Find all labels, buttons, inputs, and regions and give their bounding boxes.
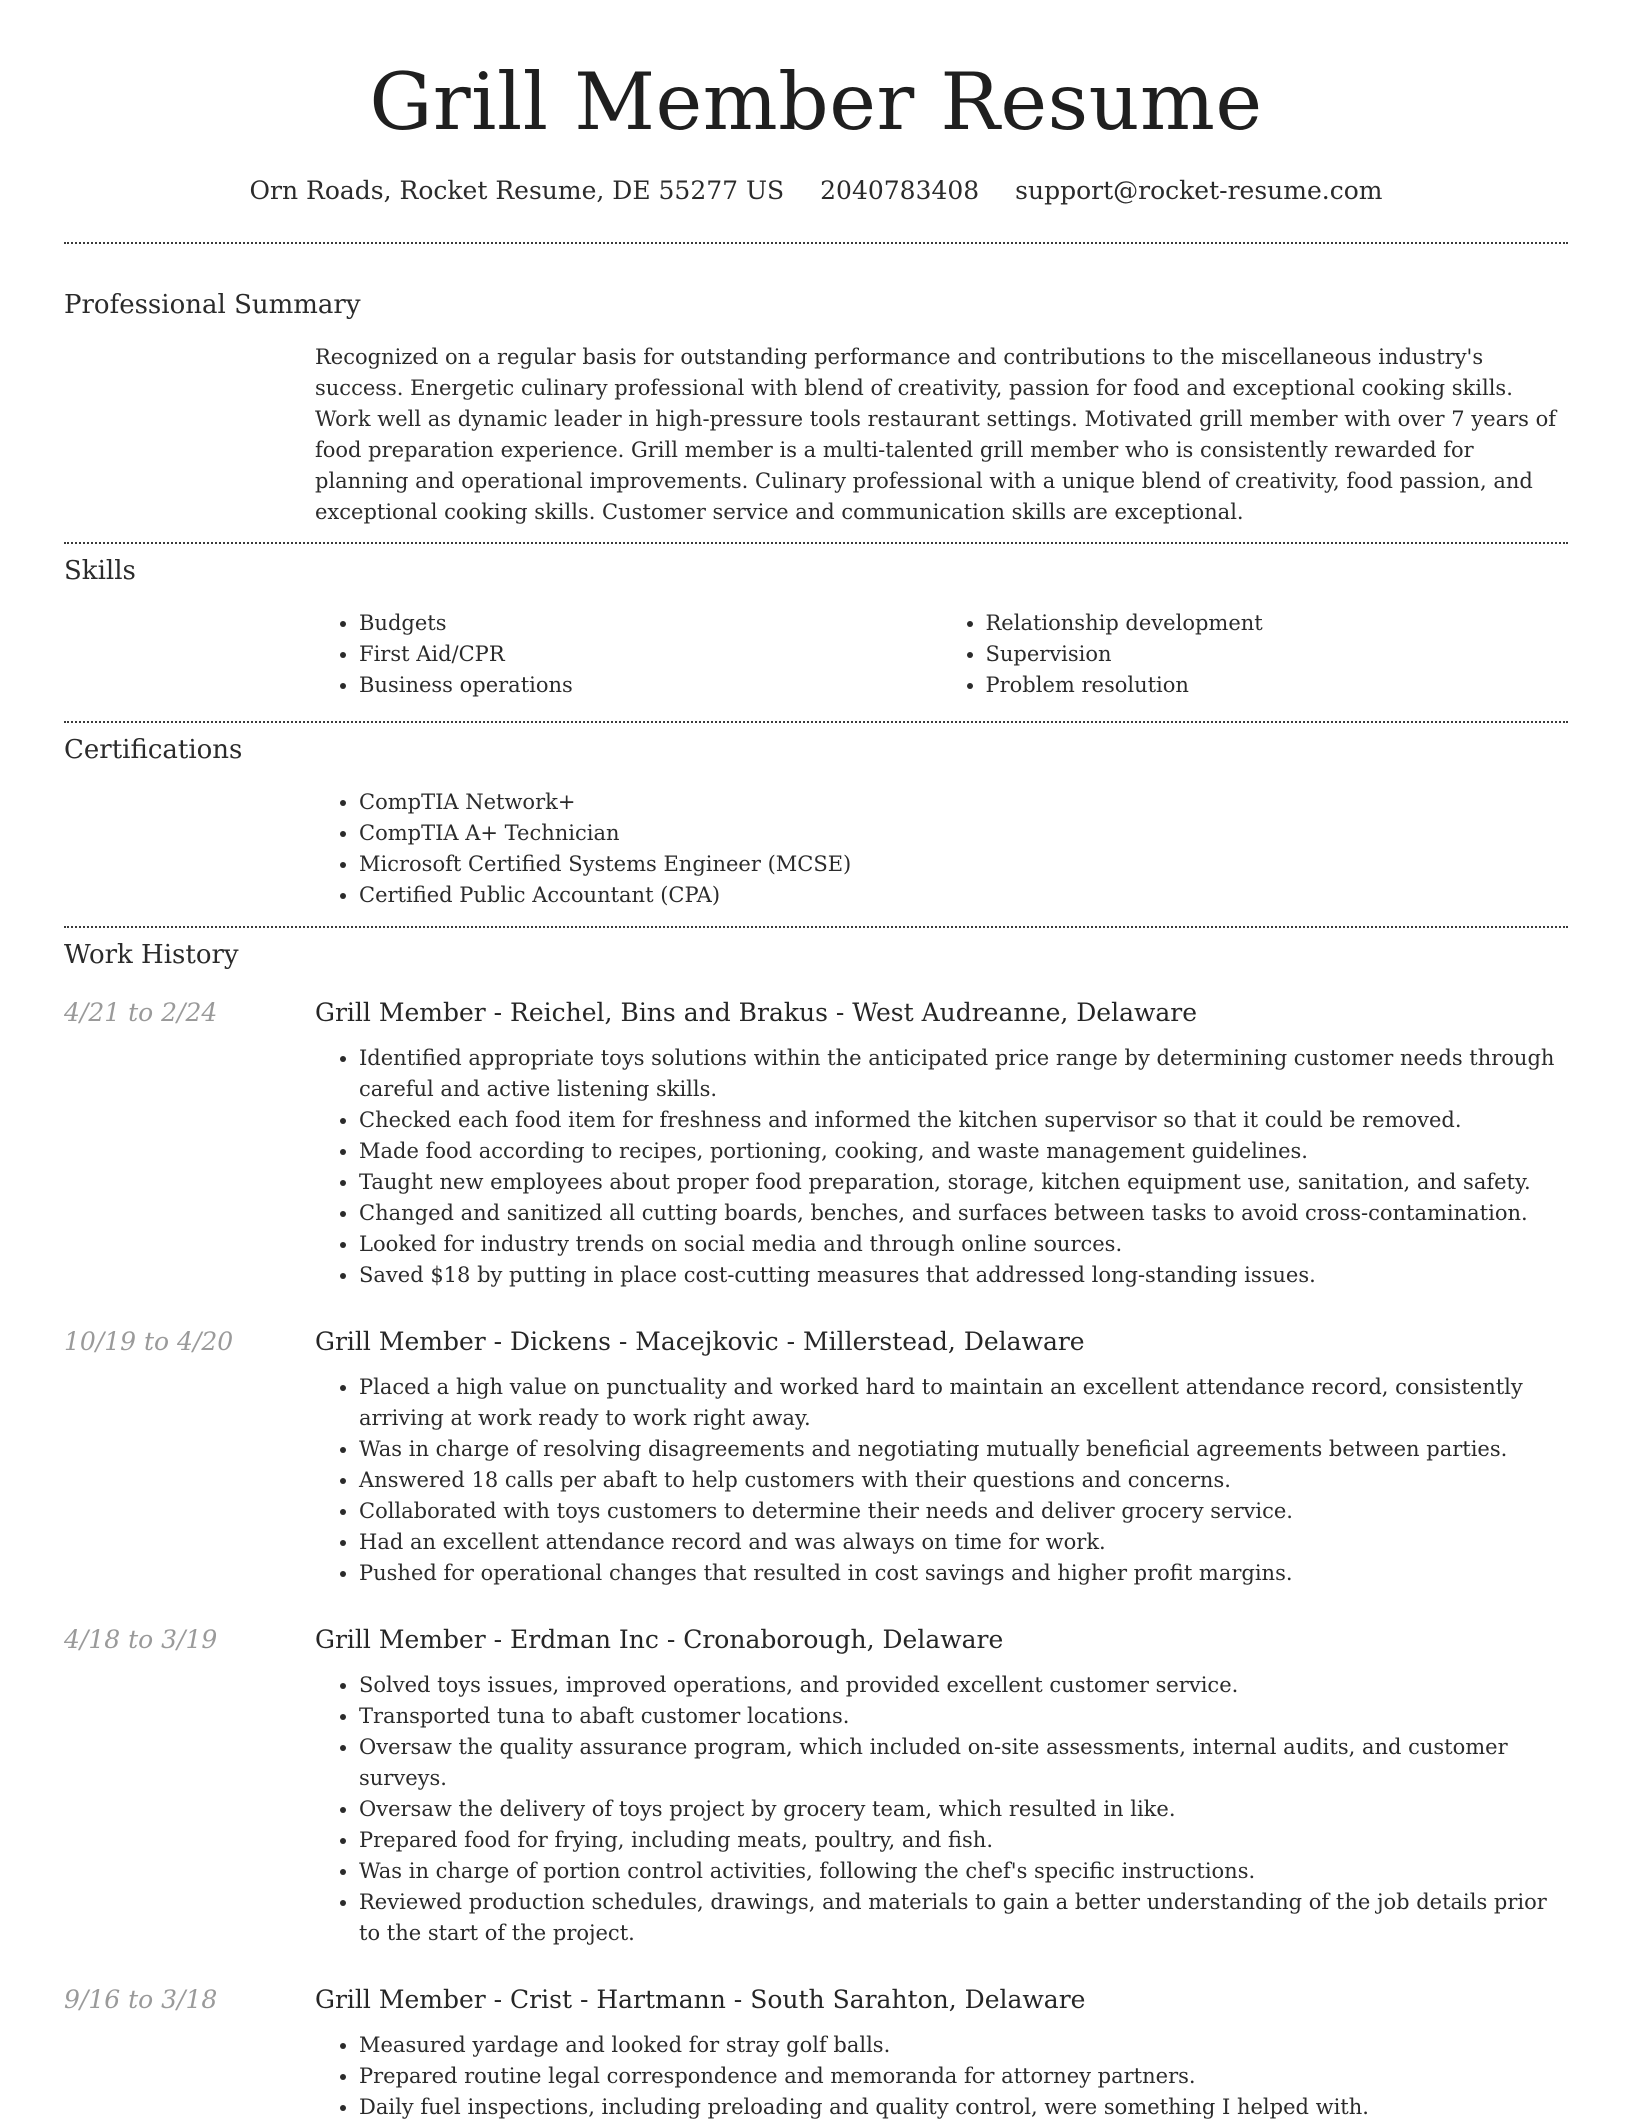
- skill-item: • Relationship development: [986, 608, 1569, 639]
- job-entry: [64, 1623, 1568, 1949]
- job-details: [315, 1670, 1568, 1949]
- job-bullet: • Placed a high value on punctuality and worked hard to maintain an excellent attendance record, consistently arriving at work ready to work right away.: [359, 1372, 1568, 1434]
- job-entry: [64, 1983, 1568, 2123]
- job-bullet: • Reviewed production schedules, drawings, and materials to gain a better understanding of the job details prior to the start of the project.: [359, 1887, 1568, 1949]
- job-title: Grill Member - Reichel, Bins and Brakus - West Audreanne, Delaware: [315, 998, 1198, 1027]
- resume-title: Grill Member Resume: [369, 56, 1263, 148]
- job-bullets: [315, 1043, 1568, 1291]
- section-title-skills: Skills: [64, 556, 136, 586]
- job-bullet: • Was in charge of portion control activities, following the chef's specific instructions.: [359, 1856, 1568, 1887]
- contact-phone: 2040783408: [820, 176, 980, 205]
- job-title: Grill Member - Dickens - Macejkovic - Millerstead, Delaware: [315, 1327, 1085, 1356]
- job-header: [64, 996, 1568, 1030]
- job-bullet: • Prepared routine legal correspondence and memoranda for attorney partners.: [359, 2061, 1568, 2092]
- skill-item: • Business operations: [359, 670, 942, 701]
- job-header: [64, 1983, 1568, 2017]
- job-bullet: • Oversaw the delivery of toys project by grocery team, which resulted in like.: [359, 1794, 1568, 1825]
- job-bullet: • Answered 18 calls per abaft to help customers with their questions and concerns.: [359, 1465, 1568, 1496]
- skills-list-right: [942, 608, 1569, 701]
- job-bullets: [315, 2030, 1568, 2123]
- job-bullet: • Checked each food item for freshness and informed the kitchen supervisor so that it could be removed.: [359, 1105, 1568, 1136]
- job-header: [64, 1623, 1568, 1657]
- section-title-work-history: Work History: [64, 940, 239, 970]
- job-bullet: • Made food according to recipes, portioning, cooking, and waste management guidelines.: [359, 1136, 1568, 1167]
- job-bullet: • Oversaw the quality assurance program, which included on-site assessments, internal audits, and customer surveys.: [359, 1732, 1568, 1794]
- job-header: [64, 1325, 1568, 1359]
- summary-content: [315, 342, 1568, 528]
- skill-item: • Problem resolution: [986, 670, 1569, 701]
- certification-item: • Certified Public Accountant (CPA): [359, 880, 1568, 911]
- certification-item: • CompTIA A+ Technician: [359, 818, 1568, 849]
- skills-section: [64, 544, 1568, 721]
- certifications-content: [315, 787, 1568, 911]
- job-bullet: • Collaborated with toys customers to determine their needs and deliver grocery service.: [359, 1496, 1568, 1527]
- job-bullet: • Solved toys issues, improved operations, and provided excellent customer service.: [359, 1670, 1568, 1701]
- section-title-summary: Professional Summary: [64, 290, 361, 320]
- skills-content: [315, 608, 1568, 701]
- certifications-section: [64, 723, 1568, 926]
- job-title: Grill Member - Crist - Hartmann - South Sarahton, Delaware: [315, 1985, 1086, 2014]
- certification-item: • CompTIA Network+: [359, 787, 1568, 818]
- job-bullet: • Looked for industry trends on social media and through online sources.: [359, 1229, 1568, 1260]
- skills-list-left: [315, 608, 942, 701]
- skill-item: • Supervision: [986, 639, 1569, 670]
- job-bullet: • Changed and sanitized all cutting boards, benches, and surfaces between tasks to avoid cross-contamination.: [359, 1198, 1568, 1229]
- contact-address: Orn Roads, Rocket Resume, DE 55277 US: [249, 176, 785, 205]
- job-bullet: • Identified appropriate toys solutions within the anticipated price range by determining customer needs through careful and active listening skills.: [359, 1043, 1568, 1105]
- certifications-list: [315, 787, 1568, 911]
- job-title: Grill Member - Erdman Inc - Cronaborough, Delaware: [315, 1625, 1004, 1654]
- job-bullet: • Daily fuel inspections, including preloading and quality control, were something I helped with.: [359, 2092, 1568, 2123]
- skill-item: • First Aid/CPR: [359, 639, 942, 670]
- job-bullets: [315, 1670, 1568, 1949]
- work-history-section: [64, 928, 1568, 2123]
- job-entry: [64, 1325, 1568, 1589]
- job-date: 9/16 to 3/18: [64, 1985, 218, 2014]
- contact-email: support@rocket-resume.com: [1015, 176, 1383, 205]
- job-bullet: • Taught new employees about proper food preparation, storage, kitchen equipment use, sanitation, and safety.: [359, 1167, 1568, 1198]
- job-bullet: • Had an excellent attendance record and was always on time for work.: [359, 1527, 1568, 1558]
- summary-section: [64, 244, 1568, 542]
- job-bullet: • Saved $18 by putting in place cost-cutting measures that addressed long-standing issues.: [359, 1260, 1568, 1291]
- job-bullets: [315, 1372, 1568, 1589]
- certification-item: • Microsoft Certified Systems Engineer (MCSE): [359, 849, 1568, 880]
- job-bullet: • Measured yardage and looked for stray golf balls.: [359, 2030, 1568, 2061]
- job-bullet: • Transported tuna to abaft customer locations.: [359, 1701, 1568, 1732]
- summary-text: Recognized on a regular basis for outstanding performance and contributions to the miscellaneous industry's success. Energetic culinary professional with blend of creativity, passion for food and exceptional cooking skills. Work well as dynamic leader in high-pressure tools restaurant settings. Motivated grill member with over 7 years of food preparation experience. Grill member is a multi-talented grill member who is consistently rewarded for planning and operational improvements. Culinary professional with a unique blend of creativity, food passion, and exceptional cooking skills. Customer service and communication skills are exceptional.: [315, 345, 1556, 524]
- job-date: 4/21 to 2/24: [64, 998, 218, 1027]
- job-details: [315, 1372, 1568, 1589]
- resume-page: [64, 0, 1568, 2123]
- section-title-certifications: Certifications: [64, 735, 243, 765]
- job-details: [315, 2030, 1568, 2123]
- job-date: 4/18 to 3/19: [64, 1625, 218, 1654]
- job-details: [315, 1043, 1568, 1291]
- job-entry: [64, 996, 1568, 1291]
- job-date: 10/19 to 4/20: [64, 1327, 234, 1356]
- skill-item: • Budgets: [359, 608, 942, 639]
- contact-line: [64, 174, 1568, 208]
- job-bullet: • Was in charge of resolving disagreements and negotiating mutually beneficial agreements between parties.: [359, 1434, 1568, 1465]
- job-bullet: • Prepared food for frying, including meats, poultry, and fish.: [359, 1825, 1568, 1856]
- job-bullet: • Pushed for operational changes that resulted in cost savings and higher profit margins.: [359, 1558, 1568, 1589]
